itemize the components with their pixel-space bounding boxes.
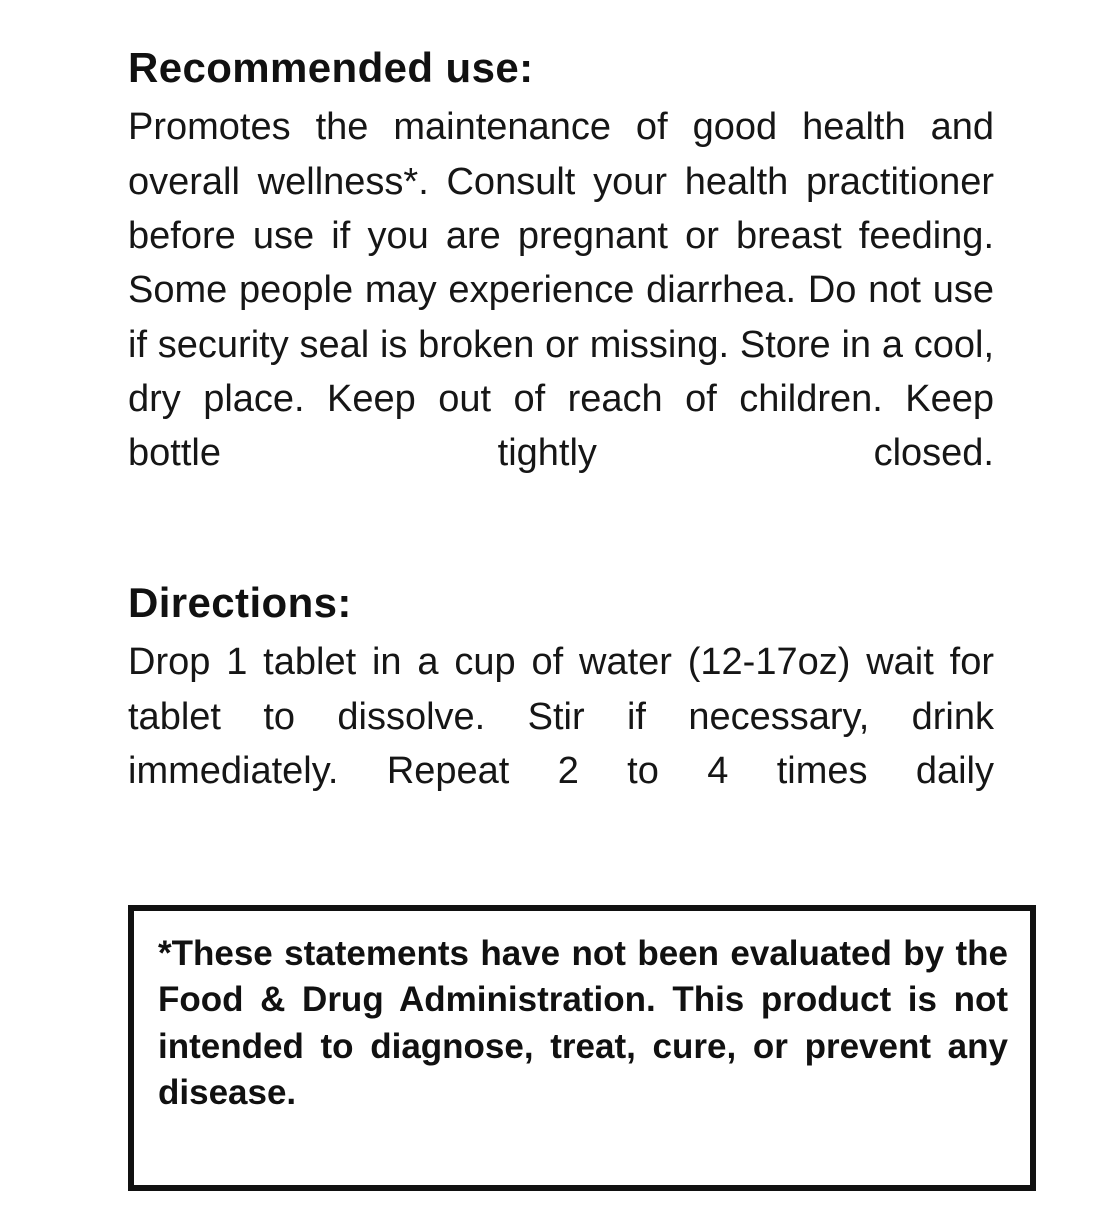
fda-disclaimer-box	[128, 905, 1036, 1192]
recommended-use-heading: Recommended use:	[128, 44, 534, 91]
fda-disclaimer-text: *These statements have not been evaluated by the Food & Drug Administration. This product is not intended to diagnose, treat, cure, or prevent any disease.	[158, 933, 1008, 1113]
recommended-use-text: Promotes the maintenance of good health and overall wellness*. Consult your health practitioner before use if you are pregnant or breast feeding. Some people may experience diarrhea. Do not use if security seal is broken or missing. Store in a cool, dry place. Keep out of reach of children. Keep bottle tightly closed.	[128, 106, 994, 475]
directions-section	[128, 579, 994, 853]
recommended-use-section	[128, 44, 994, 535]
directions-heading: Directions:	[128, 578, 352, 626]
directions-text: Drop 1 tablet in a cup of water (12-17oz) wait for tablet to dissolve. Stir if necessary, drink immediately. Repeat 2 to 4 times daily	[128, 641, 994, 792]
